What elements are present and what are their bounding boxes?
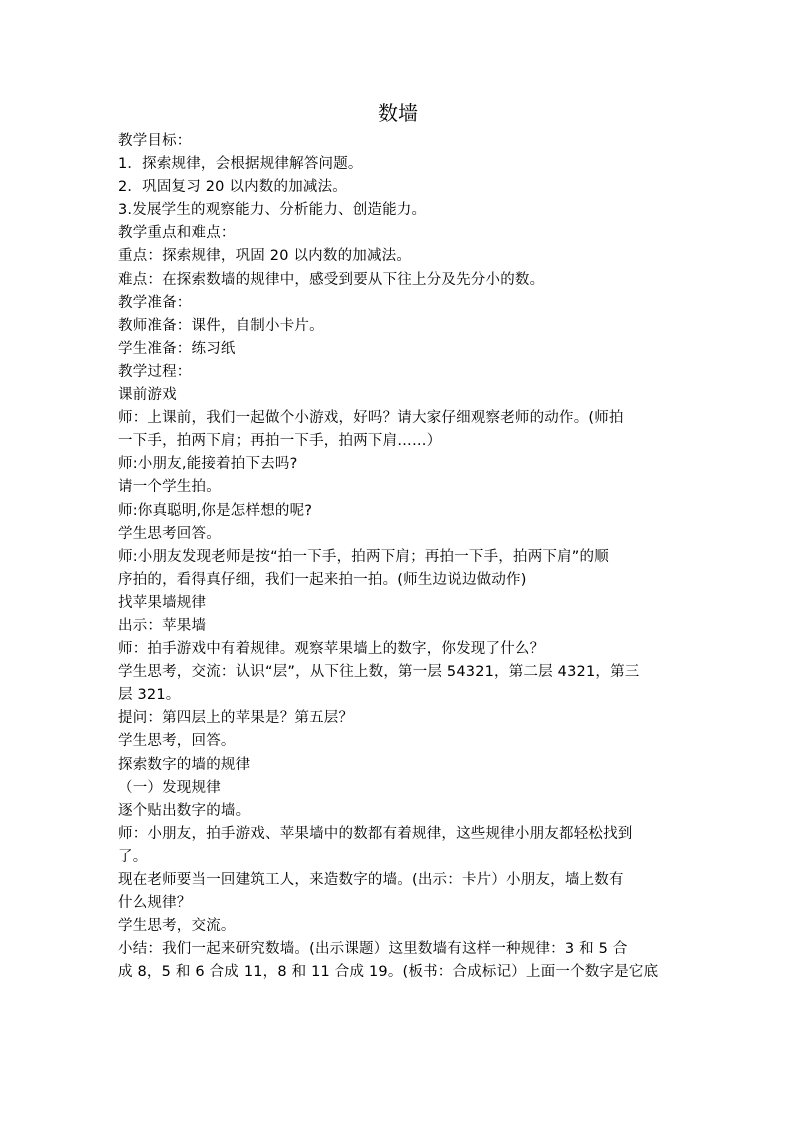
text-line: 探索数字的墙的规律 [118, 756, 251, 773]
text-line: 教师准备：课件，自制小卡片。 [118, 317, 324, 334]
text-line: 学生思考，回答。 [118, 733, 236, 750]
text-line: 了。 [118, 848, 148, 865]
text-line: 学生思考，交流。 [118, 918, 236, 935]
text-line: 2．巩固复习 20 以内数的加减法。 [118, 179, 347, 196]
text-line: 师：上课前，我们一起做个小游戏，好吗？请大家仔细观察老师的动作。(师拍 [118, 410, 624, 427]
text-line: 师:小朋友,能接着拍下去吗? [118, 456, 298, 473]
text-line: 请一个学生拍。 [118, 479, 221, 496]
document-title: 数墙 [378, 101, 418, 125]
text-line: 序拍的，看得真仔细，我们一起来拍一拍。(师生边说边做动作) [118, 571, 527, 588]
text-line: 教学目标： [118, 133, 192, 149]
text-line: 找苹果墙规律 [118, 594, 207, 611]
text-line: （一）发现规律 [118, 779, 221, 796]
text-line: 教学准备： [118, 294, 192, 311]
text-line: 教学重点和难点： [118, 225, 236, 242]
text-line: 小结：我们一起来研究数墙。(出示课题）这里数墙有这样一种规律：3 和 5 合 [118, 941, 628, 958]
text-line: 课前游戏 [118, 387, 177, 404]
text-line: 层 321。 [118, 687, 181, 704]
text-line: 3.发展学生的观察能力、分析能力、创造能力。 [118, 202, 427, 219]
text-line: 出示：苹果墙 [118, 617, 207, 634]
text-line: 1．探索规律，会根据规律解答问题。 [118, 156, 363, 173]
text-line: 什么规律？ [118, 895, 192, 912]
document-page [118, 96, 678, 984]
text-line: 师：小朋友，拍手游戏、苹果墙中的数都有着规律，这些规律小朋友都轻松找到 [118, 825, 633, 842]
text-line: 重点：探索规律，巩固 20 以内数的加减法。 [118, 248, 412, 265]
text-line: 学生思考，交流：认识“层”，从下往上数，第一层 54321，第二层 4321，第三 [118, 664, 640, 681]
text-line: 难点：在探索数墙的规律中，感受到要从下往上分及先分小的数。 [118, 271, 545, 288]
text-line: 师:小朋友发现老师是按“拍一下手，拍两下肩；再拍一下手，拍两下肩”的顺 [118, 548, 609, 565]
text-line: 逐个贴出数字的墙。 [118, 802, 251, 819]
text-line: 提问：第四层上的苹果是？第五层？ [118, 710, 354, 727]
document-body [118, 130, 678, 984]
text-line: 教学过程： [118, 363, 192, 380]
text-line: 师：拍手游戏中有着规律。观察苹果墙上的数字，你发现了什么？ [118, 641, 545, 658]
text-line: 学生思考回答。 [118, 525, 221, 542]
text-line: 师:你真聪明,你是怎样想的呢? [118, 502, 313, 519]
text-line: 学生准备：练习纸 [118, 340, 236, 357]
text-line: 现在老师要当一回建筑工人，来造数字的墙。(出示：卡片）小朋友，墙上数有 [118, 872, 624, 888]
text-line: 一下手，拍两下肩；再拍一下手，拍两下肩……） [118, 433, 442, 450]
text-line: 成 8，5 和 6 合成 11，8 和 11 合成 19。(板书：合成标记）上面一个数字是它底 [118, 964, 659, 981]
